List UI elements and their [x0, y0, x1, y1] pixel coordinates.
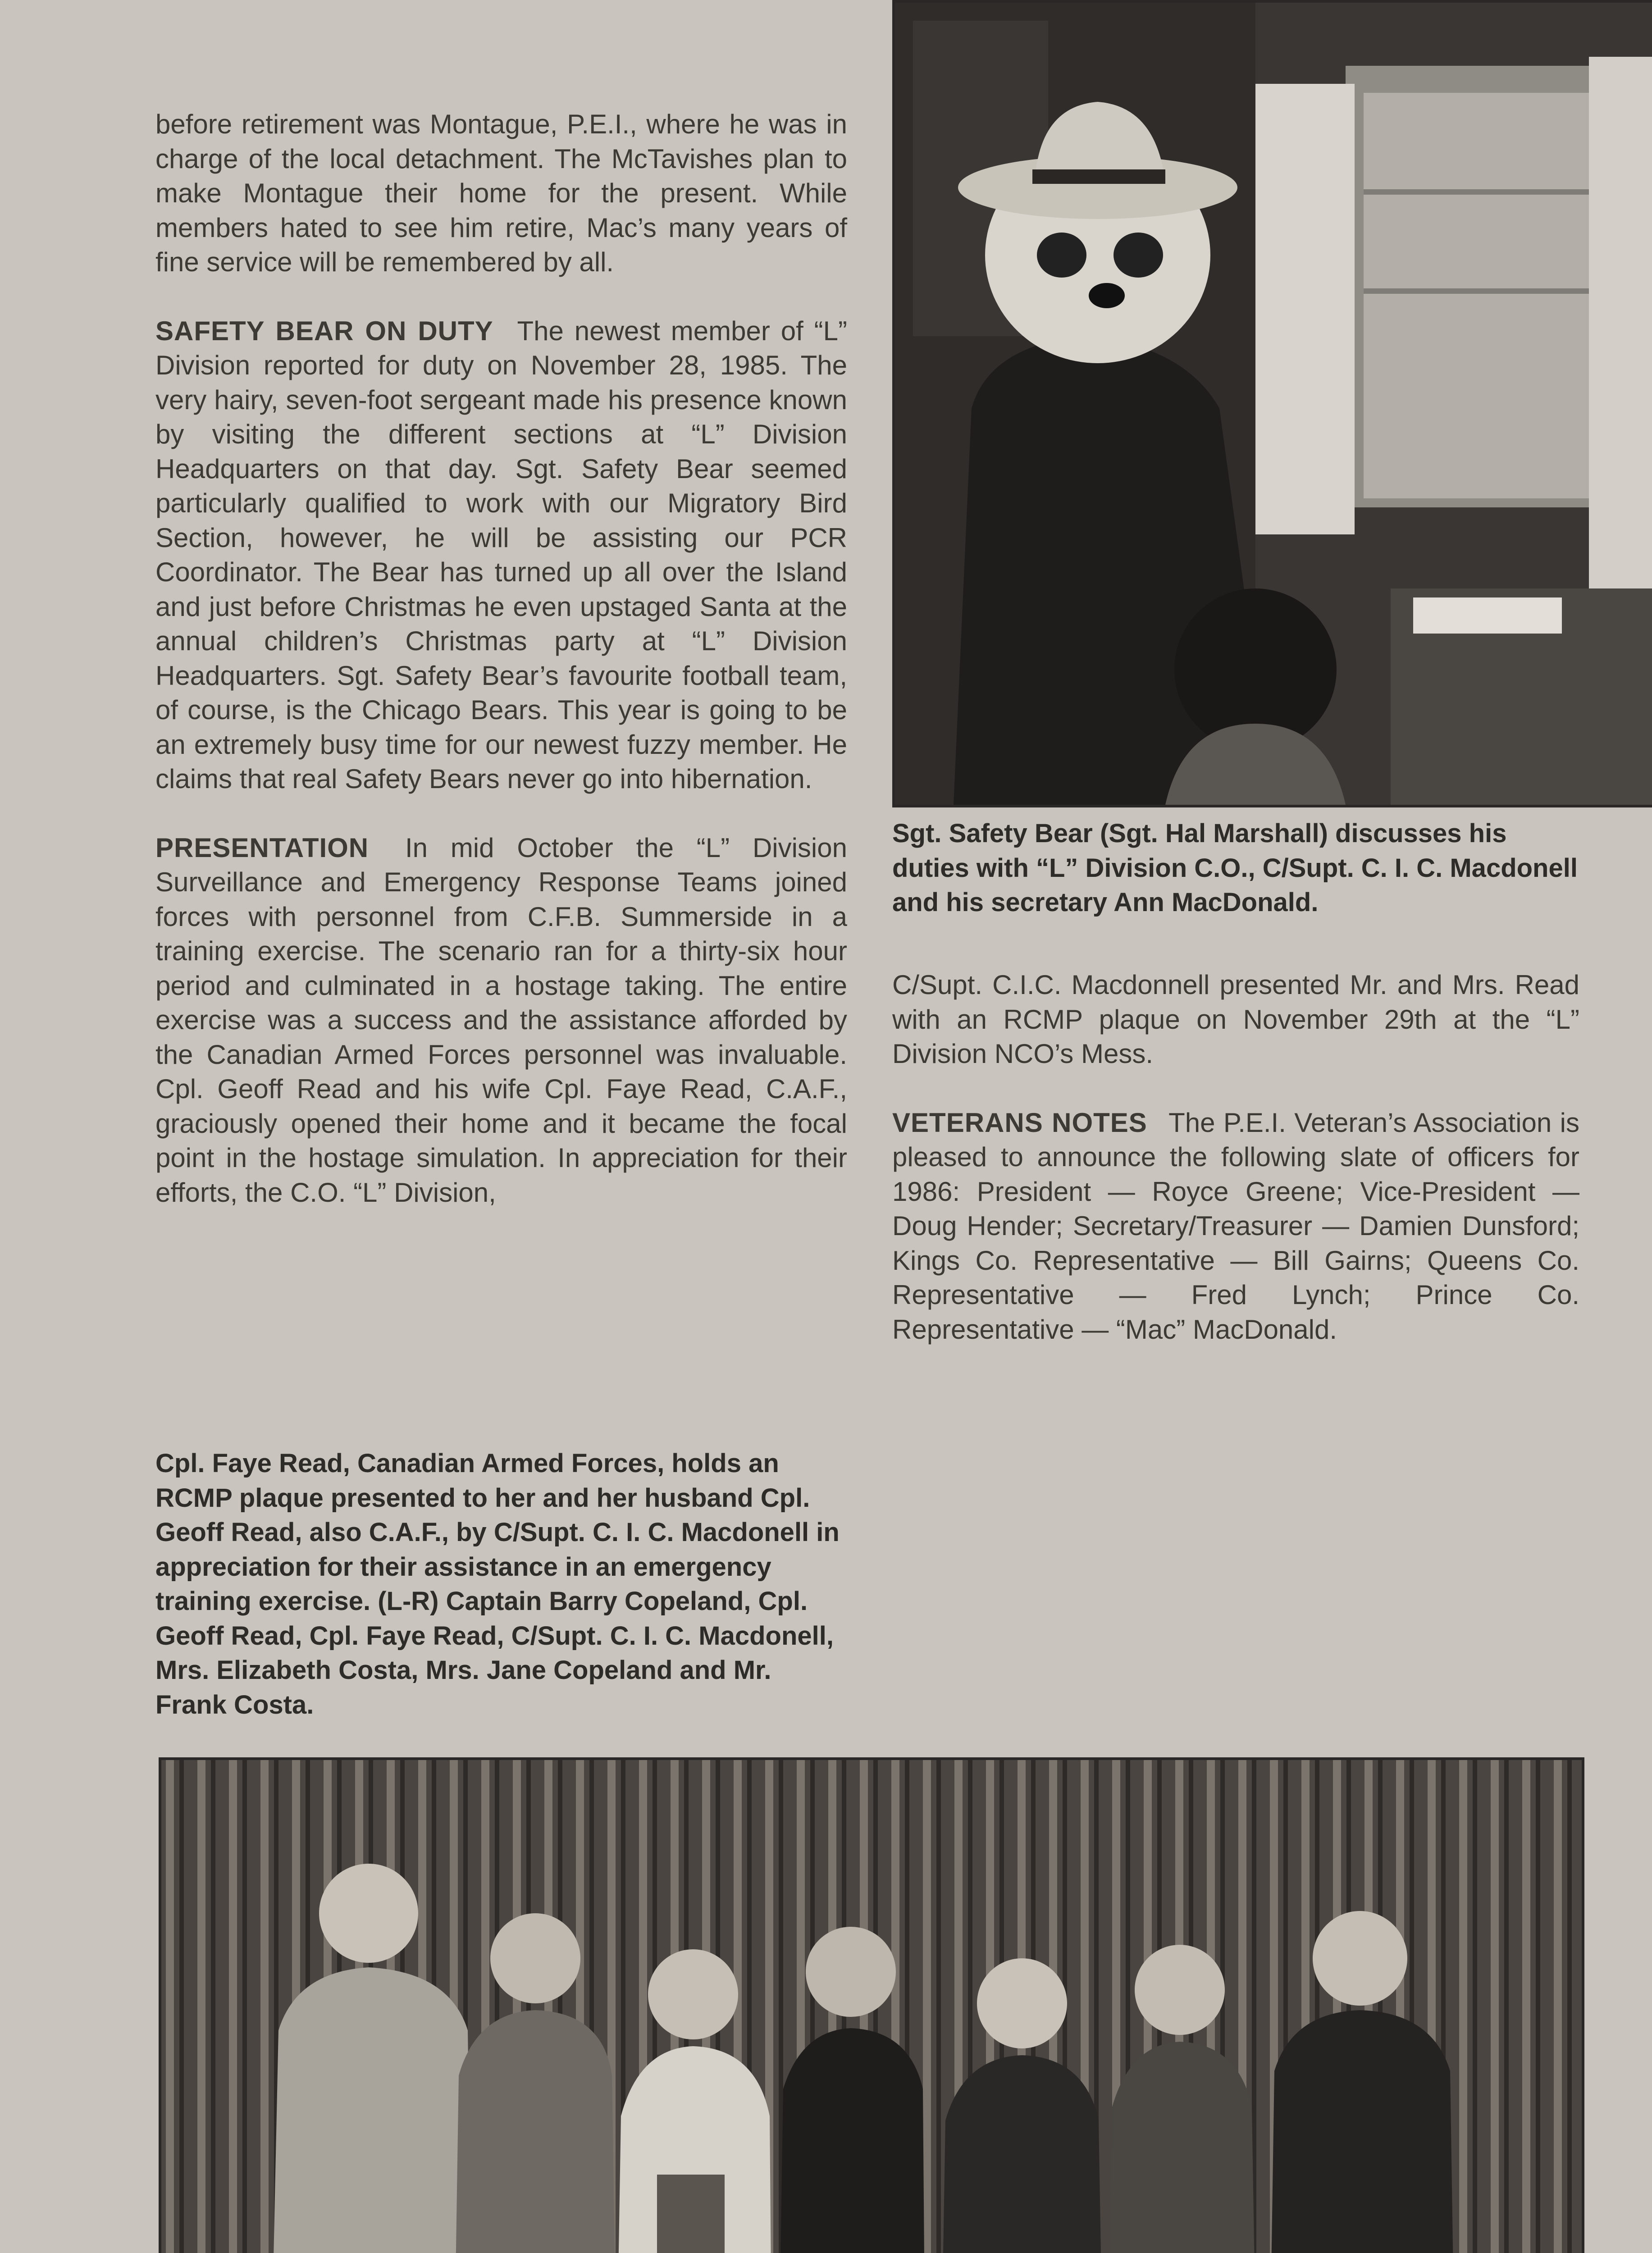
safety-bear-photo	[892, 0, 1652, 807]
group-photo	[159, 1757, 1584, 2253]
right-column-text	[892, 968, 1579, 1347]
presentation-continued: C/Supt. C.I.C. Macdonnell presented Mr. and Mrs. Read with an RCMP plaque on November 29th at the “L” Division NCO’s Mess.	[892, 970, 1579, 1069]
left-column-text	[155, 107, 847, 1210]
retirement-paragraph: before retirement was Montague, P.E.I., where he was in charge of the local detachment. The McTavishes plan to make Montague their home for the present. While members hated to see him retire, Mac’s many years of fine service will be remembered by all.	[155, 109, 847, 277]
presentation-body: In mid October the “L” Division Surveillance and Emergency Response Teams joined forces with personnel from C.F.B. Summerside in a training exercise. The scenario ran for a thirty-six hour period and culminated in a hostage taking. The entire exercise was a success and the assistance afforded by the Canadian Armed Forces personnel was invaluable. Cpl. Geoff Read and his wife Cpl. Faye Read, C.A.F., graciously opened their home and it became the focal point in the hostage simulation. In appreciation for their efforts, the C.O. “L” Division,	[155, 832, 848, 1208]
safety-bear-article	[155, 314, 847, 797]
veterans-article	[892, 1106, 1579, 1347]
group-photo-caption: Cpl. Faye Read, Canadian Armed Forces, holds an RCMP plaque presented to her and her husband Cpl. Geoff Read, also C.A.F., by C/Supt. C. I. C. Macdonell in appreciation for their assistance in an emergency training exercise. (L-R) Captain Barry Copeland, Cpl. Geoff Read, Cpl. Faye Read, C/Supt. C. I. C. Macdonell, Mrs. Elizabeth Costa, Mrs. Jane Copeland and Mr. Frank Costa.	[155, 1449, 840, 1719]
veterans-body: The P.E.I. Veteran’s Association is pleased to announce the following slate of officers for 1986: President — Royce Greene; Vice-President — Doug Hender; Secretary/Treasurer — Damien Dunsford; Kings Co. Representative — Bill Gairns; Queens Co. Representative — Fred Lynch; Prince Co. Representative — “Mac” MacDonald.	[892, 1107, 1580, 1345]
bear-photo-caption: Sgt. Safety Bear (Sgt. Hal Marshall) discusses his duties with “L” Division C.O., C/Supt. C. I. C. Macdonell and his secretary Ann MacDonald.	[892, 819, 1578, 917]
presentation-heading: PRESENTATION	[155, 832, 369, 863]
veterans-heading: VETERANS NOTES	[892, 1107, 1147, 1138]
presentation-article	[155, 831, 847, 1210]
safety-bear-heading: SAFETY BEAR ON DUTY	[155, 315, 493, 346]
safety-bear-body: The newest member of “L” Division reported for duty on November 28, 1985. The very hairy, seven-foot sergeant made his presence known by visiting the different sections at “L” Division Headquarters on that day. Sgt. Safety Bear seemed particularly qualified to work with our Migratory Bird Section, however, he will be assisting our PCR Coordinator. The Bear has turned up all over the Island and just before Christmas he even upstaged Santa at the annual children’s Christmas party at “L” Division Headquarters. Sgt. Safety Bear’s favourite football team, of course, is the Chicago Bears. This year is going to be an extremely busy time for our newest fuzzy member. He claims that real Safety Bears never go into hibernation.	[155, 315, 847, 794]
